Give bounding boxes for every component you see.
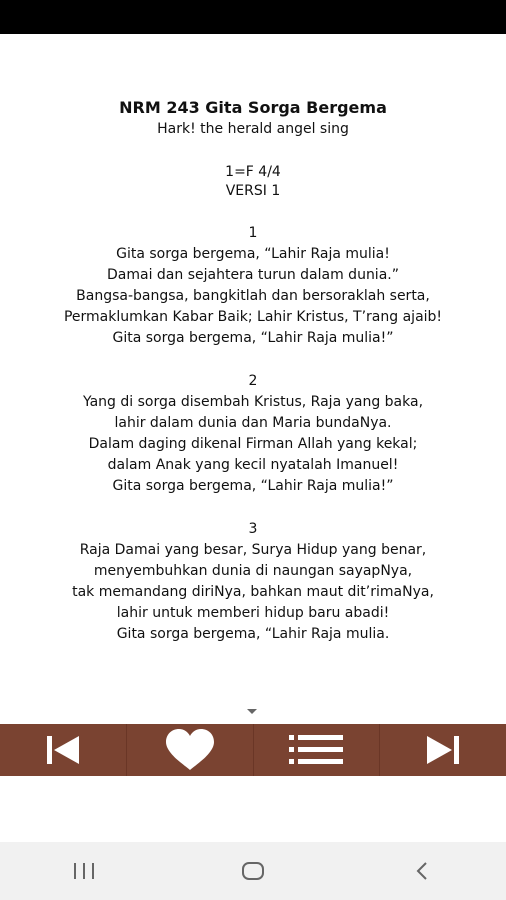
- player-toolbar: [0, 724, 506, 776]
- skip-next-icon: [423, 733, 463, 767]
- song-content[interactable]: [0, 34, 506, 724]
- song-subtitle: Hark! the herald angel sing: [157, 121, 349, 137]
- verse-line: Gita sorga bergema, “Lahir Raja mulia.: [116, 626, 390, 642]
- back-button[interactable]: [392, 851, 452, 891]
- scroll-down-indicator-icon: [247, 709, 257, 714]
- next-song-button[interactable]: [380, 724, 506, 776]
- verse-line: dalam Anak yang kecil nyatalah Imanuel!: [107, 457, 399, 473]
- verse-line: Raja Damai yang besar, Surya Hidup yang benar,: [79, 542, 427, 558]
- verse-line: Gita sorga bergema, “Lahir Raja mulia!”: [112, 478, 394, 494]
- verse-line: Gita sorga bergema, “Lahir Raja mulia!: [116, 246, 390, 262]
- list-icon: [289, 735, 343, 765]
- song-version: VERSI 1: [225, 183, 281, 199]
- verse-1: [0, 223, 506, 349]
- verse-line: Gita sorga bergema, “Lahir Raja mulia!”: [112, 330, 394, 346]
- song-title: NRM 243 Gita Sorga Bergema: [119, 98, 387, 117]
- verse-line: lahir untuk memberi hidup baru abadi!: [116, 605, 390, 621]
- verse-line: Damai dan sejahtera turun dalam dunia.”: [107, 267, 399, 283]
- song-meta: [0, 163, 506, 201]
- system-navigation-bar: [0, 842, 506, 900]
- heart-icon: [164, 728, 216, 772]
- verse-line: Dalam daging dikenal Firman Allah yang kekal;: [88, 436, 418, 452]
- favorite-button[interactable]: [127, 724, 254, 776]
- verse-3: [0, 519, 506, 645]
- verse-line: Yang di sorga disembah Kristus, Raja yang baka,: [82, 394, 424, 410]
- verse-line: tak memandang diriNya, bahkan maut dit’rimaNya,: [72, 584, 434, 600]
- verse-line: Bangsa-bangsa, bangkitlah dan bersoraklah serta,: [76, 288, 430, 304]
- verse-number: 3: [248, 521, 258, 537]
- verse-number: 2: [248, 373, 258, 389]
- verse-line: lahir dalam dunia dan Maria bundaNya.: [114, 415, 392, 431]
- song-list-button[interactable]: [254, 724, 381, 776]
- verse-line: Permaklumkan Kabar Baik; Lahir Kristus, T’rang ajaib!: [63, 309, 443, 325]
- verse-2: [0, 371, 506, 497]
- previous-song-button[interactable]: [0, 724, 127, 776]
- song-key: 1=F 4/4: [225, 164, 281, 180]
- home-button[interactable]: [223, 851, 283, 891]
- status-bar: [0, 0, 506, 34]
- skip-previous-icon: [43, 733, 83, 767]
- blank-area: [0, 776, 506, 842]
- back-icon: [414, 861, 430, 881]
- verse-line: menyembuhkan dunia di naungan sayapNya,: [93, 563, 413, 579]
- home-icon: [241, 861, 265, 881]
- verse-number: 1: [248, 225, 258, 241]
- recent-apps-icon: [72, 862, 96, 880]
- recent-apps-button[interactable]: [54, 851, 114, 891]
